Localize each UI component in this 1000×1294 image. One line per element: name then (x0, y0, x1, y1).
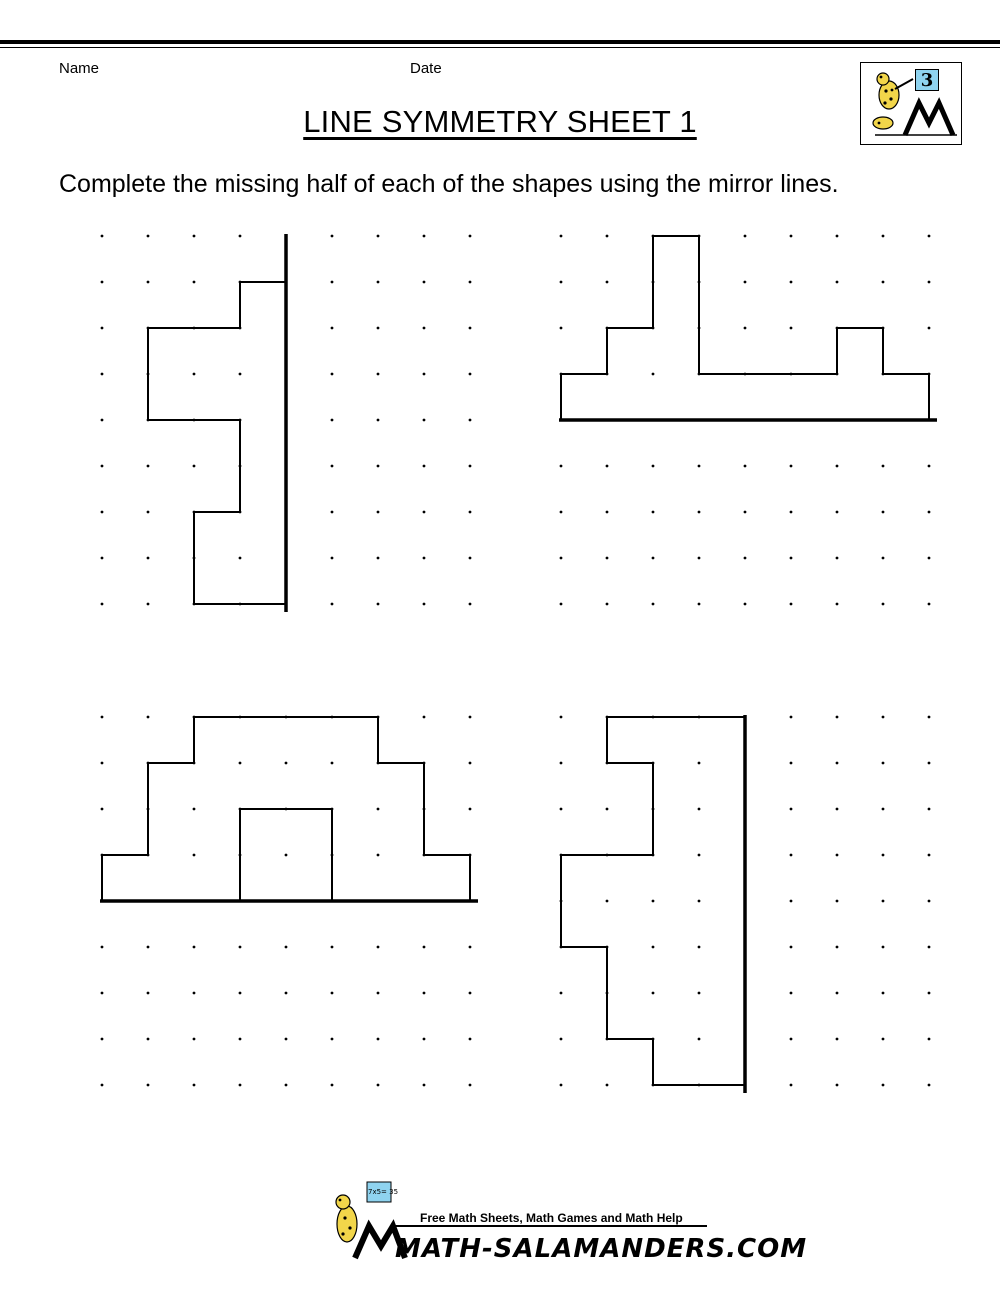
grid-dot (469, 716, 472, 719)
grid-dot (790, 992, 793, 995)
grid-dot (606, 465, 609, 468)
grid-dot (928, 854, 931, 857)
grid-dot (147, 946, 150, 949)
grid-dot (836, 235, 839, 238)
grid-dot (193, 946, 196, 949)
grid-dot (790, 511, 793, 514)
grid-dot (193, 281, 196, 284)
grid-dot (285, 1084, 288, 1087)
grid-dot (147, 235, 150, 238)
grid-dot (101, 235, 104, 238)
grid-dot (698, 511, 701, 514)
grid-dot (377, 992, 380, 995)
grid-dot (469, 762, 472, 765)
grid-dot (377, 465, 380, 468)
grid-dot (469, 235, 472, 238)
grid-dot (377, 808, 380, 811)
grid-dot (836, 603, 839, 606)
grid-dot (744, 327, 747, 330)
grid-dot (101, 465, 104, 468)
grid-dot (469, 1084, 472, 1087)
grid-dot (101, 1038, 104, 1041)
grid-dot (469, 327, 472, 330)
grid-dot (606, 511, 609, 514)
grid-dot (469, 465, 472, 468)
grid-dot (698, 603, 701, 606)
grid-dot (423, 946, 426, 949)
grid-dot (836, 281, 839, 284)
puzzle-top-right (559, 235, 937, 606)
grid-dot (698, 465, 701, 468)
grid-dot (331, 557, 334, 560)
grid-dot (790, 235, 793, 238)
grid-dot (790, 716, 793, 719)
grid-dot (928, 465, 931, 468)
grid-dot (331, 992, 334, 995)
grid-dot (836, 992, 839, 995)
grid-dot (560, 1084, 563, 1087)
grid-dot (790, 557, 793, 560)
grid-dot (331, 235, 334, 238)
grid-dot (928, 808, 931, 811)
grid-dot (790, 762, 793, 765)
grid-dot (698, 946, 701, 949)
grid-dot (560, 992, 563, 995)
grid-dot (698, 992, 701, 995)
grid-dot (377, 511, 380, 514)
grid-dot (377, 419, 380, 422)
grid-dot (423, 716, 426, 719)
grid-dot (928, 1038, 931, 1041)
grid-dot (469, 373, 472, 376)
grid-dot (285, 946, 288, 949)
half-shape (148, 282, 286, 604)
grid-dot (560, 327, 563, 330)
grid-dot (836, 716, 839, 719)
grid-dot (377, 1038, 380, 1041)
grid-dot (377, 327, 380, 330)
grid-dot (377, 1084, 380, 1087)
grade-badge: 3 (915, 69, 939, 91)
grid-dot (331, 762, 334, 765)
grid-dot (698, 1038, 701, 1041)
name-label: Name (59, 60, 100, 77)
grid-dot (606, 900, 609, 903)
grid-dot (147, 557, 150, 560)
grid-dot (560, 762, 563, 765)
grid-dot (606, 1084, 609, 1087)
grid-dot (147, 1038, 150, 1041)
grid-dot (882, 281, 885, 284)
grid-dot (469, 992, 472, 995)
grid-dot (744, 557, 747, 560)
grid-dot (652, 465, 655, 468)
page-title: LINE SYMMETRY SHEET 1 (303, 104, 697, 139)
grid-dot (101, 373, 104, 376)
grid-dot (836, 762, 839, 765)
grid-dot (239, 762, 242, 765)
grid-dot (928, 900, 931, 903)
grid-dot (423, 327, 426, 330)
grid-dot (377, 281, 380, 284)
grid-dot (560, 511, 563, 514)
grid-dot (331, 465, 334, 468)
grid-dot (836, 900, 839, 903)
grid-dot (836, 854, 839, 857)
grid-dot (101, 716, 104, 719)
grid-dot (882, 762, 885, 765)
grid-dot (744, 511, 747, 514)
grid-dot (928, 557, 931, 560)
grid-dot (606, 808, 609, 811)
grid-dot (606, 235, 609, 238)
grid-dot (147, 603, 150, 606)
grid-dot (469, 946, 472, 949)
grid-dot (882, 992, 885, 995)
grid-dot (469, 557, 472, 560)
grid-dot (147, 716, 150, 719)
grid-dot (377, 946, 380, 949)
grid-dot (239, 557, 242, 560)
grid-dot (744, 281, 747, 284)
grid-dot (790, 900, 793, 903)
grid-dot (331, 327, 334, 330)
grid-dot (698, 557, 701, 560)
grid-dot (882, 854, 885, 857)
grid-dot (101, 419, 104, 422)
grid-dot (193, 1084, 196, 1087)
grid-dot (147, 992, 150, 995)
grid-dot (836, 465, 839, 468)
grid-dot (193, 854, 196, 857)
grid-dot (790, 946, 793, 949)
grid-dot (882, 465, 885, 468)
grid-dot (836, 1038, 839, 1041)
grid-dot (560, 1038, 563, 1041)
grid-dot (836, 808, 839, 811)
grid-dot (377, 854, 380, 857)
grid-dot (331, 419, 334, 422)
grid-dot (147, 465, 150, 468)
grid-dot (790, 1038, 793, 1041)
grid-dot (560, 557, 563, 560)
grid-dot (239, 1084, 242, 1087)
grid-dot (790, 808, 793, 811)
grid-dot (560, 716, 563, 719)
date-label: Date (410, 60, 442, 77)
grid-dot (928, 603, 931, 606)
grid-dot (377, 373, 380, 376)
grid-dot (882, 808, 885, 811)
grid-dot (882, 1084, 885, 1087)
grid-dot (836, 946, 839, 949)
grid-dot (285, 1038, 288, 1041)
grid-dot (836, 511, 839, 514)
grid-dot (423, 419, 426, 422)
grid-dot (882, 1038, 885, 1041)
grid-dot (469, 281, 472, 284)
grid-dot (928, 1084, 931, 1087)
grid-dot (101, 762, 104, 765)
grid-dot (928, 235, 931, 238)
grid-dot (882, 511, 885, 514)
grid-dot (790, 1084, 793, 1087)
grid-dot (744, 603, 747, 606)
grid-dot (331, 1084, 334, 1087)
grid-dot (882, 557, 885, 560)
grid-dot (928, 946, 931, 949)
grid-dot (101, 992, 104, 995)
puzzle-top-left (101, 234, 472, 612)
grid-dot (193, 465, 196, 468)
grid-dot (928, 327, 931, 330)
grid-dot (101, 1084, 104, 1087)
footer-tagline: Free Math Sheets, Math Games and Math Help (420, 1211, 683, 1225)
grid-dot (928, 281, 931, 284)
grid-dot (928, 511, 931, 514)
grid-dot (193, 373, 196, 376)
grid-dot (652, 992, 655, 995)
grid-dot (469, 808, 472, 811)
grid-dot (652, 557, 655, 560)
grid-dot (331, 511, 334, 514)
grid-dot (377, 235, 380, 238)
grid-dot (423, 1038, 426, 1041)
puzzle-bottom-left (100, 716, 478, 1087)
grid-dot (377, 557, 380, 560)
grid-dot (423, 281, 426, 284)
grid-dot (239, 946, 242, 949)
footer-badge-text: 7x5= 35 (368, 1188, 399, 1196)
grid-dot (652, 603, 655, 606)
grid-dot (101, 808, 104, 811)
grid-dot (331, 946, 334, 949)
grid-dot (101, 281, 104, 284)
grid-dot (101, 511, 104, 514)
grid-dot (560, 465, 563, 468)
grid-dot (606, 557, 609, 560)
grid-dot (285, 854, 288, 857)
grid-dot (101, 327, 104, 330)
grid-dot (331, 1038, 334, 1041)
grid-dot (193, 992, 196, 995)
grid-dot (836, 1084, 839, 1087)
grid-dot (790, 327, 793, 330)
grid-dot (469, 603, 472, 606)
grid-dot (423, 465, 426, 468)
grid-dot (790, 281, 793, 284)
grid-dot (928, 762, 931, 765)
grid-dot (698, 762, 701, 765)
grid-dot (147, 281, 150, 284)
grid-dot (147, 1084, 150, 1087)
grid-dot (101, 603, 104, 606)
grid-dot (698, 900, 701, 903)
grid-dot (193, 235, 196, 238)
grid-dot (239, 1038, 242, 1041)
grid-dot (101, 557, 104, 560)
grid-dot (560, 281, 563, 284)
instructions-text: Complete the missing half of each of the shapes using the mirror lines. (59, 170, 839, 198)
grid-dot (377, 603, 380, 606)
grid-dot (882, 235, 885, 238)
grid-dot (606, 281, 609, 284)
grid-dot (560, 808, 563, 811)
puzzle-bottom-right (560, 715, 931, 1093)
grid-dot (331, 603, 334, 606)
grid-dot (285, 762, 288, 765)
grid-dot (606, 603, 609, 606)
grid-dot (882, 716, 885, 719)
grid-dot (698, 808, 701, 811)
grid-dot (652, 511, 655, 514)
grid-dot (239, 235, 242, 238)
grid-dot (882, 900, 885, 903)
grid-dot (423, 557, 426, 560)
grid-dot (790, 465, 793, 468)
footer-site-name: MATH-SALAMANDERS.COM (395, 1234, 808, 1264)
grid-dot (423, 373, 426, 376)
grid-dot (652, 373, 655, 376)
grid-dot (652, 946, 655, 949)
grid-dot (239, 373, 242, 376)
grid-dot (423, 1084, 426, 1087)
grid-dot (423, 992, 426, 995)
grid-dot (882, 603, 885, 606)
grid-dot (560, 603, 563, 606)
grid-dot (331, 373, 334, 376)
badge-text-holder (368, 1184, 399, 1204)
grid-dot (423, 603, 426, 606)
grid-dot (469, 1038, 472, 1041)
grid-dot (469, 419, 472, 422)
grid-dot (239, 992, 242, 995)
grid-dot (836, 557, 839, 560)
grid-dot (882, 946, 885, 949)
grid-dot (790, 854, 793, 857)
grid-dot (423, 511, 426, 514)
grid-dot (652, 900, 655, 903)
grid-dot (744, 235, 747, 238)
grid-dot (698, 854, 701, 857)
grid-dot (423, 235, 426, 238)
grid-dot (147, 511, 150, 514)
grid-dot (560, 235, 563, 238)
grid-dot (790, 603, 793, 606)
grid-dot (744, 465, 747, 468)
grid-dot (928, 716, 931, 719)
grid-dot (285, 992, 288, 995)
grid-dot (101, 946, 104, 949)
grid-dot (193, 808, 196, 811)
grid-dot (331, 281, 334, 284)
grid-dot (928, 992, 931, 995)
grid-dot (469, 511, 472, 514)
grid-dot (193, 1038, 196, 1041)
